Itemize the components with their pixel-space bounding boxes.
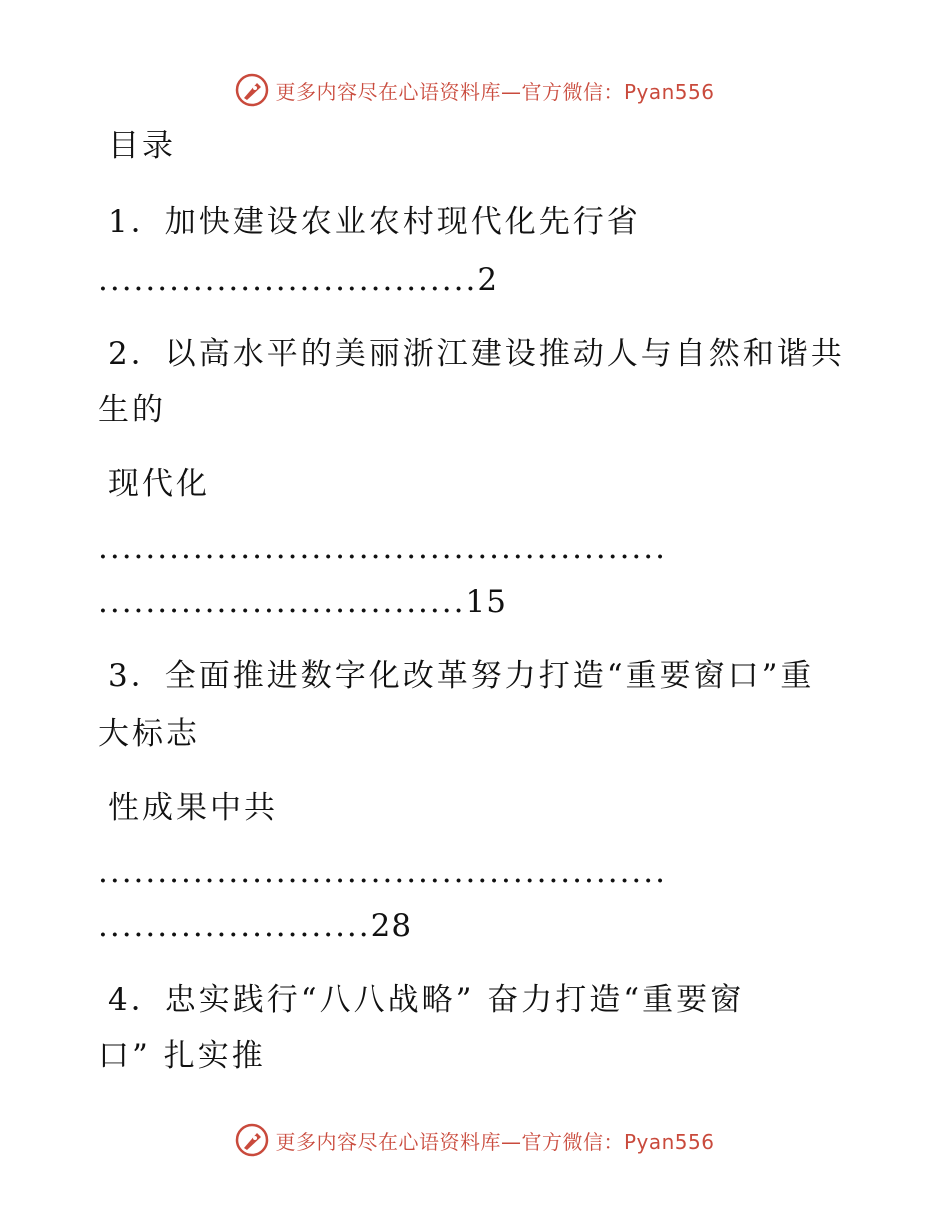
dot-leader: ............................... xyxy=(98,584,466,620)
toc-title: 目录 xyxy=(108,128,176,164)
toc-entry-3-page[interactable]: 28 xyxy=(370,908,413,944)
toc-entry-1-page[interactable]: 2 xyxy=(477,262,499,298)
toc-entry-3-line-2[interactable]: 大标志 xyxy=(98,716,200,752)
header-banner xyxy=(0,68,950,112)
toc-entry-3-line-3[interactable]: 性成果中共 xyxy=(108,790,278,826)
toc-entry-2-leader-2 xyxy=(98,582,507,622)
toc-entry-2-line-1[interactable]: 2．以高水平的美丽浙江建设推动人与自然和谐共 xyxy=(108,336,845,372)
toc-entry-2-line-3[interactable]: 现代化 xyxy=(108,466,210,502)
toc-entry-1-leader xyxy=(98,260,498,300)
footer-banner-text: 更多内容尽在心语资料库—官方微信：Pyan556 xyxy=(275,1129,715,1154)
header-banner-text: 更多内容尽在心语资料库—官方微信：Pyan556 xyxy=(275,79,715,104)
toc-entry-3-leader-2 xyxy=(98,906,412,946)
toc-entry-2-page[interactable]: 15 xyxy=(465,584,507,620)
toc-entry-1-line-1[interactable]: 1．加快建设农业农村现代化先行省 xyxy=(108,204,641,240)
dot-leader: ....................... xyxy=(98,908,371,944)
toc-entry-4-line-2[interactable]: 口” 扎实推 xyxy=(98,1038,266,1074)
toc-entry-2-leader-1: ................................................ xyxy=(98,530,667,566)
toc-entry-4-line-1[interactable]: 4．忠实践行“八八战略” 奋力打造“重要窗 xyxy=(108,982,745,1018)
toc-entry-2-line-2[interactable]: 生的 xyxy=(98,392,166,428)
pen-nib-logo-icon xyxy=(235,1123,269,1157)
footer-banner xyxy=(0,1118,950,1162)
toc-entry-3-leader-1: ................................................ xyxy=(98,854,667,890)
toc-entry-3-line-1[interactable]: 3．全面推进数字化改革努力打造“重要窗口”重 xyxy=(108,658,815,694)
dot-leader: ................................ xyxy=(98,262,478,298)
pen-nib-logo-icon xyxy=(235,73,269,107)
